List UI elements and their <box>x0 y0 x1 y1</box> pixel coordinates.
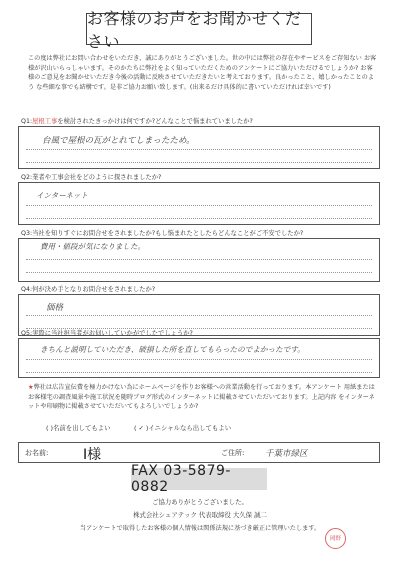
star-icon: ★ <box>28 384 34 391</box>
closing-thanks: ご協力ありがとうございました。 <box>152 498 248 506</box>
answer-line <box>26 314 372 316</box>
seal-stamp: 岡野 <box>325 528 346 549</box>
answer-line <box>26 271 372 273</box>
answer-line <box>26 371 372 373</box>
question-1-answer: 台風で屋根の瓦がとれてしまったため。 <box>42 136 195 146</box>
address-value: 千葉市緑区 <box>265 449 308 459</box>
name-value: I様 <box>83 447 102 463</box>
company-signature: 株式会社シェアテック 代表取締役 大久保 誠二 <box>133 511 267 519</box>
intro-paragraph: この度は弊社にお問い合わせをいただき、誠にありがとうございました。世の中には弊社の存在やサービスをご存知ない お客様が沢山いらっしゃいます。そのかたちに弊社をよく知っていただくためのアンケートにご協力いただけるでしょうか? お客 様のご意見をお聞かせいただき今後の活動に反映させていただきたいと考えております。良かったこと、嬉しかったことのよう な些細な事でも結構です。是非ご協力お願い致します。(出来るだけ具体的に書いていただければ幸いです) <box>28 55 377 91</box>
question-2-answer: インターネット <box>36 191 88 200</box>
answer-line <box>26 358 372 360</box>
answer-line <box>26 148 372 150</box>
name-label: お名前: <box>25 449 49 457</box>
publication-notice: ★弊社は広告宣伝費を極力かけない為にホームページを作りお客様への営業活動を行っております。本アンケート 用紙またはお客様宅の調査風景や施工状況を随時ブログ形式のインターネットに掲載させていただいております。上記内容 をインターネットや印刷物に掲載させていただいてもよろしいでしょうか? <box>28 384 375 411</box>
option-initials-ok[interactable]: ( ✓ )イニシャルなら出してもよい <box>134 424 232 432</box>
question-3-label: Q3:当社を知りすぐにお問合せをされましたか?もし悩まれたとしたらどんなことがご不安でしたか? <box>21 230 304 237</box>
privacy-note: 当アンケートで取得したお客様の個人情報は関係法規に基づき厳正に管理いたします。 <box>79 525 321 532</box>
answer-line <box>26 217 372 219</box>
address-label: ご住所: <box>221 449 245 457</box>
fax-number: FAX 03-5879-0882 <box>131 468 267 490</box>
question-3-answer: 費用・値段が気になりました。 <box>40 242 145 251</box>
question-2-label: Q2:業者や工事会社をどのように探されましたか? <box>21 174 162 181</box>
page-title: お客様のお声をお聞かせください <box>86 13 312 45</box>
question-4-answer: 価格 <box>46 303 64 313</box>
answer-line <box>26 161 372 163</box>
answer-line <box>26 204 372 206</box>
question-4-label: Q4:何が決め手となりお問合せをされましたか? <box>21 286 156 293</box>
customer-info-box <box>18 442 380 463</box>
question-5-answer: きちんと説明していただき、破損した所を直してもらったのでよかったです。 <box>40 345 305 354</box>
option-name-ok[interactable]: ( )名前を出してもよい <box>46 424 111 432</box>
question-5-label: Q5:実際に当社担当者がお伺いしていかがでしたでしょうか? <box>21 330 193 337</box>
answer-line <box>26 258 372 260</box>
question-1-label: Q1:屋根工事を検討されたきっかけは何ですか?どんなことで悩まれていましたか? <box>21 118 253 125</box>
